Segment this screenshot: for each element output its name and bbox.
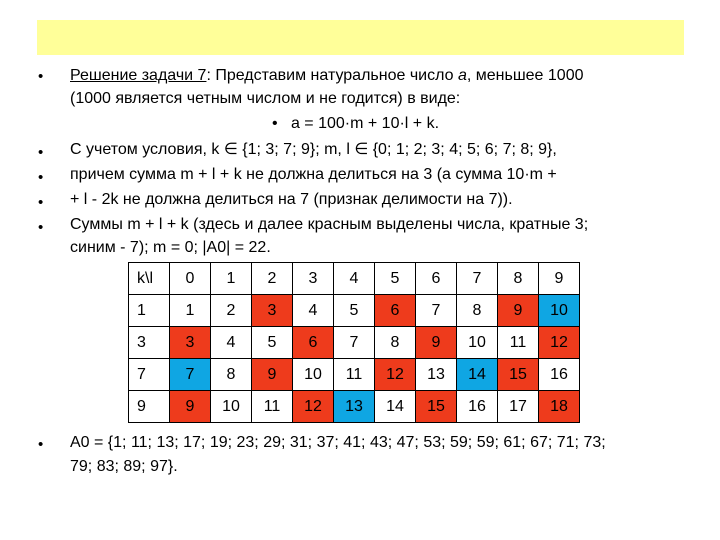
table-cell: 7 <box>170 359 211 391</box>
table-cell: 5 <box>334 295 375 327</box>
table-cell: 6 <box>293 327 334 359</box>
bullet: • <box>38 436 44 453</box>
table-cell: 14 <box>457 359 498 391</box>
table-cell: 7 <box>334 327 375 359</box>
bullet: • <box>38 194 44 211</box>
table-header-cell: 3 <box>293 263 334 295</box>
table-cell: 12 <box>375 359 416 391</box>
title-bar <box>37 20 684 55</box>
solution-line-1 <box>70 66 584 86</box>
sums-table <box>128 262 580 423</box>
table-cell: 3 <box>170 327 211 359</box>
sums-line-2: синим - 7); m = 0; |A0| = 22. <box>70 239 271 256</box>
bullet: • <box>38 169 44 186</box>
bullet: • <box>38 68 44 85</box>
var-a: a <box>457 67 467 84</box>
table-header-cell: 7 <box>457 263 498 295</box>
table-row-label: 1 <box>129 295 170 327</box>
table-cell: 8 <box>375 327 416 359</box>
table-header-cell: 1 <box>211 263 252 295</box>
table-cell: 13 <box>416 359 457 391</box>
formula: a = 100·m + 10·l + k. <box>290 115 440 132</box>
table-row <box>129 295 580 327</box>
table-cell: 11 <box>498 327 539 359</box>
table-cell: 16 <box>457 391 498 423</box>
condition-line-2: причем сумма m + l + k не должна делиться на 3 (а сумма 10·m + <box>70 166 557 183</box>
table-cell: 6 <box>375 295 416 327</box>
formula-line <box>272 114 439 134</box>
formula-bullet: • <box>272 115 278 132</box>
table-cell: 8 <box>457 295 498 327</box>
answer-line-2: 79; 83; 89; 97}. <box>70 458 178 475</box>
table-header-cell: 8 <box>498 263 539 295</box>
condition-line-3: + l - 2k не должна делиться на 7 (признак делимости на 7)). <box>70 191 513 208</box>
table-cell: 9 <box>416 327 457 359</box>
table-row-label: 3 <box>129 327 170 359</box>
bullet: • <box>38 219 44 236</box>
table-row <box>129 327 580 359</box>
table-header-cell: 0 <box>170 263 211 295</box>
table-row-label: 9 <box>129 391 170 423</box>
table-row-label: 7 <box>129 359 170 391</box>
table-header-cell: 9 <box>539 263 580 295</box>
table-cell: 9 <box>498 295 539 327</box>
table-cell: 14 <box>375 391 416 423</box>
condition-line-1: С учетом условия, k ∈ {1; 3; 7; 9}; m, l ∈ {0; 1; 2; 3; 4; 5; 6; 7; 8; 9}, <box>70 141 557 158</box>
table-cell: 11 <box>252 391 293 423</box>
solution-line-2: (1000 является четным числом и не годится) в виде: <box>70 90 461 107</box>
bullet: • <box>38 144 44 161</box>
table-header-row <box>129 263 580 295</box>
table-cell: 10 <box>457 327 498 359</box>
sums-line-1: Суммы m + l + k (здесь и далее красным выделены числа, кратные 3; <box>70 216 589 233</box>
table-cell: 9 <box>252 359 293 391</box>
table-row <box>129 359 580 391</box>
table-cell: 13 <box>334 391 375 423</box>
table-cell: 12 <box>293 391 334 423</box>
table-cell: 4 <box>211 327 252 359</box>
table-corner-cell: k\l <box>129 263 170 295</box>
answer-line-1: A0 = {1; 11; 13; 17; 19; 23; 29; 31; 37; 41; 43; 47; 53; 59; 59; 61; 67; 71; 73; <box>70 434 606 451</box>
table-header-cell: 6 <box>416 263 457 295</box>
table-cell: 18 <box>539 391 580 423</box>
table-cell: 12 <box>539 327 580 359</box>
solution-heading: Решение задачи 7 <box>70 67 207 84</box>
table-cell: 16 <box>539 359 580 391</box>
table-cell: 1 <box>170 295 211 327</box>
table-cell: 15 <box>498 359 539 391</box>
table-header-cell: 5 <box>375 263 416 295</box>
table-header-cell: 2 <box>252 263 293 295</box>
table-cell: 9 <box>170 391 211 423</box>
table-cell: 7 <box>416 295 457 327</box>
table-cell: 17 <box>498 391 539 423</box>
table-cell: 15 <box>416 391 457 423</box>
table-header-cell: 4 <box>334 263 375 295</box>
solution-intro: : Представим натуральное число <box>206 67 458 84</box>
table-cell: 8 <box>211 359 252 391</box>
table-cell: 5 <box>252 327 293 359</box>
table-cell: 10 <box>211 391 252 423</box>
table-cell: 11 <box>334 359 375 391</box>
table-row <box>129 391 580 423</box>
solution-intro-rest: , меньшее 1000 <box>466 67 584 84</box>
table-cell: 10 <box>293 359 334 391</box>
table-cell: 3 <box>252 295 293 327</box>
table-cell: 10 <box>539 295 580 327</box>
table-cell: 2 <box>211 295 252 327</box>
table-cell: 4 <box>293 295 334 327</box>
